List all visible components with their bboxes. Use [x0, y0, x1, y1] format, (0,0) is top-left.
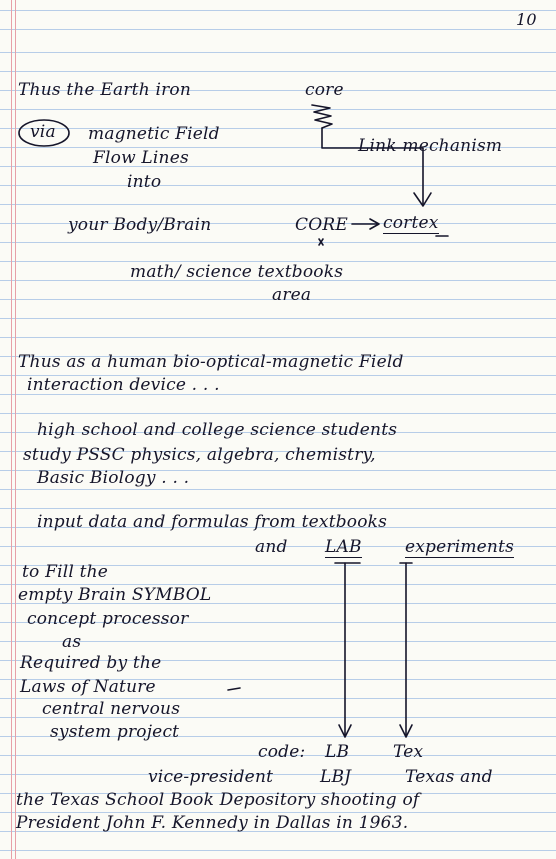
text-high-school: high school and college science students [37, 420, 398, 440]
text-into: into [127, 172, 162, 192]
coil-squiggle [312, 105, 332, 128]
text-interaction-device: interaction device . . . [27, 375, 220, 395]
text-pssc: study PSSC physics, algebra, chemistry, [23, 445, 376, 465]
text-experiments: experiments [405, 537, 515, 557]
text-link-mechanism: Link mechanism [358, 136, 503, 156]
text-basic-biology: Basic Biology . . . [37, 468, 190, 488]
nature-dash [228, 688, 240, 690]
text-lbj: LBJ [320, 767, 352, 787]
page-number: 10 [516, 10, 537, 29]
text-and: and [255, 537, 288, 557]
text-code: code: [258, 742, 306, 762]
text-magnetic-field: magnetic Field [88, 124, 220, 144]
text-laws-nature: Laws of Nature [20, 677, 156, 697]
text-to-fill: to Fill the [22, 562, 109, 582]
text-core: core [305, 80, 344, 100]
text-via: via [30, 122, 56, 142]
text-bio-optical: Thus as a human bio-optical-magnetic Field [18, 352, 404, 372]
text-lab: LAB [325, 537, 362, 557]
text-math-science: math/ science textbooks [130, 262, 344, 282]
text-concept-processor: concept processor [27, 609, 189, 629]
via-circle [19, 120, 69, 146]
text-system-project: system project [50, 722, 180, 742]
link-line [322, 128, 423, 205]
text-core-upper: CORE [295, 215, 348, 235]
text-body-brain: your Body/Brain [68, 215, 212, 235]
text-flow-lines: Flow Lines [93, 148, 189, 168]
core-mark [319, 239, 323, 245]
text-lb: LB [325, 742, 350, 762]
text-president-jfk: President John F. Kennedy in Dallas in 1963. [16, 813, 409, 833]
text-depository: the Texas School Book Depository shooting of [16, 790, 420, 810]
text-as: as [62, 632, 82, 652]
text-central-nervous: central nervous [42, 699, 181, 719]
text-cortex: cortex [383, 213, 439, 233]
text-input-data: input data and formulas from textbooks [37, 512, 388, 532]
text-required-by: Required by the [20, 653, 162, 673]
text-vice-president: vice-president [148, 767, 274, 787]
text-line-earth-iron: Thus the Earth iron [18, 80, 192, 100]
text-tex: Tex [393, 742, 424, 762]
text-empty-brain: empty Brain SYMBOL [18, 585, 212, 605]
text-texas-and: Texas and [405, 767, 493, 787]
text-area: area [272, 285, 312, 305]
